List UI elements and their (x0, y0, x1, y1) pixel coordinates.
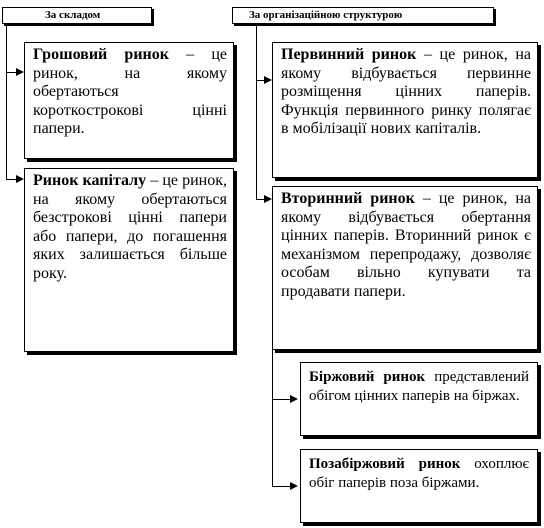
sub-branch-line-2 (272, 486, 292, 487)
capital-market-definition: – це ринок, на якому обертаються безстрокові цінні папери або папери, до погашення яких залишається більше року. (33, 172, 228, 282)
left-trunk-line (6, 23, 7, 180)
arrow-to-otc-market-icon (290, 482, 298, 490)
arrow-to-money-market-icon (16, 68, 24, 76)
primary-market-term: Первинний ринок (281, 46, 417, 63)
exchange-market-box (300, 362, 538, 436)
money-market-box (24, 42, 234, 159)
exchange-market-definition: представлений обігом цінних паперів на біржах. (309, 369, 529, 404)
header-by-composition-label: За складом (45, 9, 101, 21)
money-market-term: Грошовий ринок (33, 46, 169, 63)
arrow-to-exchange-market-icon (290, 395, 298, 403)
arrow-to-primary-market-icon (264, 76, 272, 84)
primary-market-box (272, 42, 538, 178)
header-by-org-structure-label: За організаційною структурою (249, 9, 403, 21)
secondary-sub-trunk-line (272, 350, 273, 487)
capital-market-box (24, 168, 234, 352)
primary-market-definition: – це ринок, на якому відбувається первинне розміщення цінних паперів. Функція первинного ринку полягає в мобілізації нових капіталів. (281, 46, 531, 138)
secondary-market-term: Вторинний ринок (281, 190, 415, 207)
arrow-to-secondary-market-icon (264, 195, 272, 203)
secondary-market-box (272, 186, 538, 350)
arrow-to-capital-market-icon (16, 175, 24, 183)
otc-market-definition: охоплює обіг паперів поза біржами. (309, 456, 529, 491)
header-by-composition (2, 7, 152, 24)
secondary-market-definition: – це ринок, на якому відбувається обертання цінних паперів. Вторинний ринок є механізмом перепродажу, дозволяє особам вільно купувати та продавати папери. (281, 190, 531, 300)
right-trunk-line (256, 23, 257, 200)
money-market-definition: – це ринок, на якому обертаються короткострокові цінні папери. (33, 46, 227, 138)
capital-market-term: Ринок капіталу (33, 172, 147, 189)
otc-market-term: Позабіржовий ринок (309, 456, 461, 472)
otc-market-box (300, 449, 538, 523)
header-by-org-structure (232, 7, 494, 24)
sub-branch-line-1 (272, 399, 292, 400)
exchange-market-term: Біржовий ринок (309, 369, 426, 385)
